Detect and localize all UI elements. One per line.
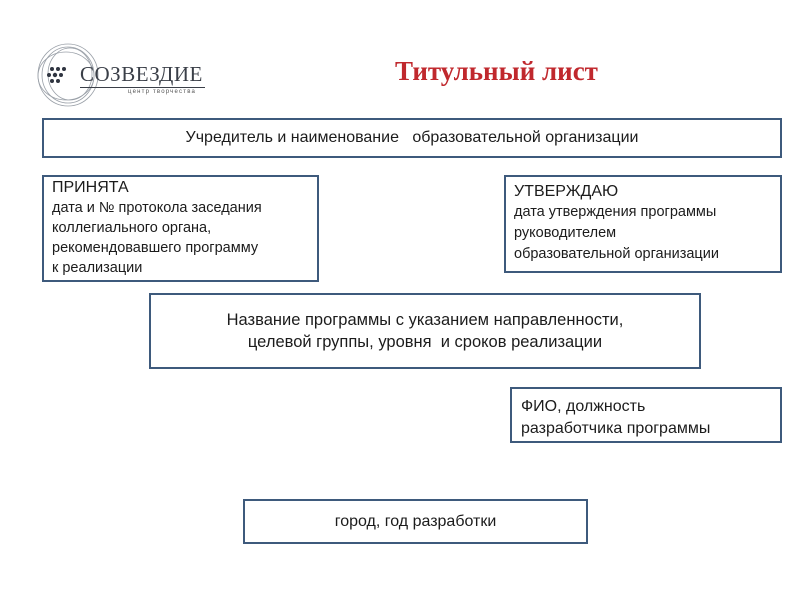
founder-box bbox=[42, 118, 782, 158]
logo-title: СОЗВЕЗДИЕ bbox=[80, 62, 203, 86]
accepted-heading: ПРИНЯТА bbox=[52, 179, 129, 196]
accepted-line: к реализации bbox=[52, 260, 143, 276]
program-line: Название программы с указанием направленности, bbox=[226, 311, 624, 329]
logo-underline bbox=[80, 87, 205, 88]
accepted-line: рекомендовавшего программу bbox=[52, 240, 259, 256]
approve-line: образовательной организации bbox=[514, 246, 719, 262]
accepted-box bbox=[42, 175, 319, 282]
author-line: ФИО, должность bbox=[521, 398, 646, 415]
program-text bbox=[227, 309, 624, 353]
program-name-box bbox=[149, 293, 701, 369]
author-line: разработчика программы bbox=[521, 420, 711, 437]
founder-text: Учредитель и наименование образовательной организации bbox=[185, 129, 639, 146]
accepted-details bbox=[52, 198, 317, 278]
author-box bbox=[510, 387, 782, 443]
city-year-box bbox=[243, 499, 588, 544]
approve-line: руководителем bbox=[514, 225, 617, 241]
logo bbox=[36, 40, 216, 110]
approve-details bbox=[514, 202, 780, 265]
logo-subtitle: центр творчества bbox=[128, 89, 197, 95]
accepted-line: коллегиального органа, bbox=[52, 220, 212, 236]
approve-heading: УТВЕРЖДАЮ bbox=[514, 183, 619, 200]
accepted-line: дата и № протокола заседания bbox=[52, 200, 262, 216]
page-title: Титульный лист bbox=[395, 56, 598, 86]
approve-box bbox=[504, 175, 782, 273]
city-year-text: город, год разработки bbox=[334, 512, 497, 530]
program-line: целевой группы, уровня и сроков реализации bbox=[247, 333, 603, 351]
approve-line: дата утверждения программы bbox=[514, 204, 717, 220]
